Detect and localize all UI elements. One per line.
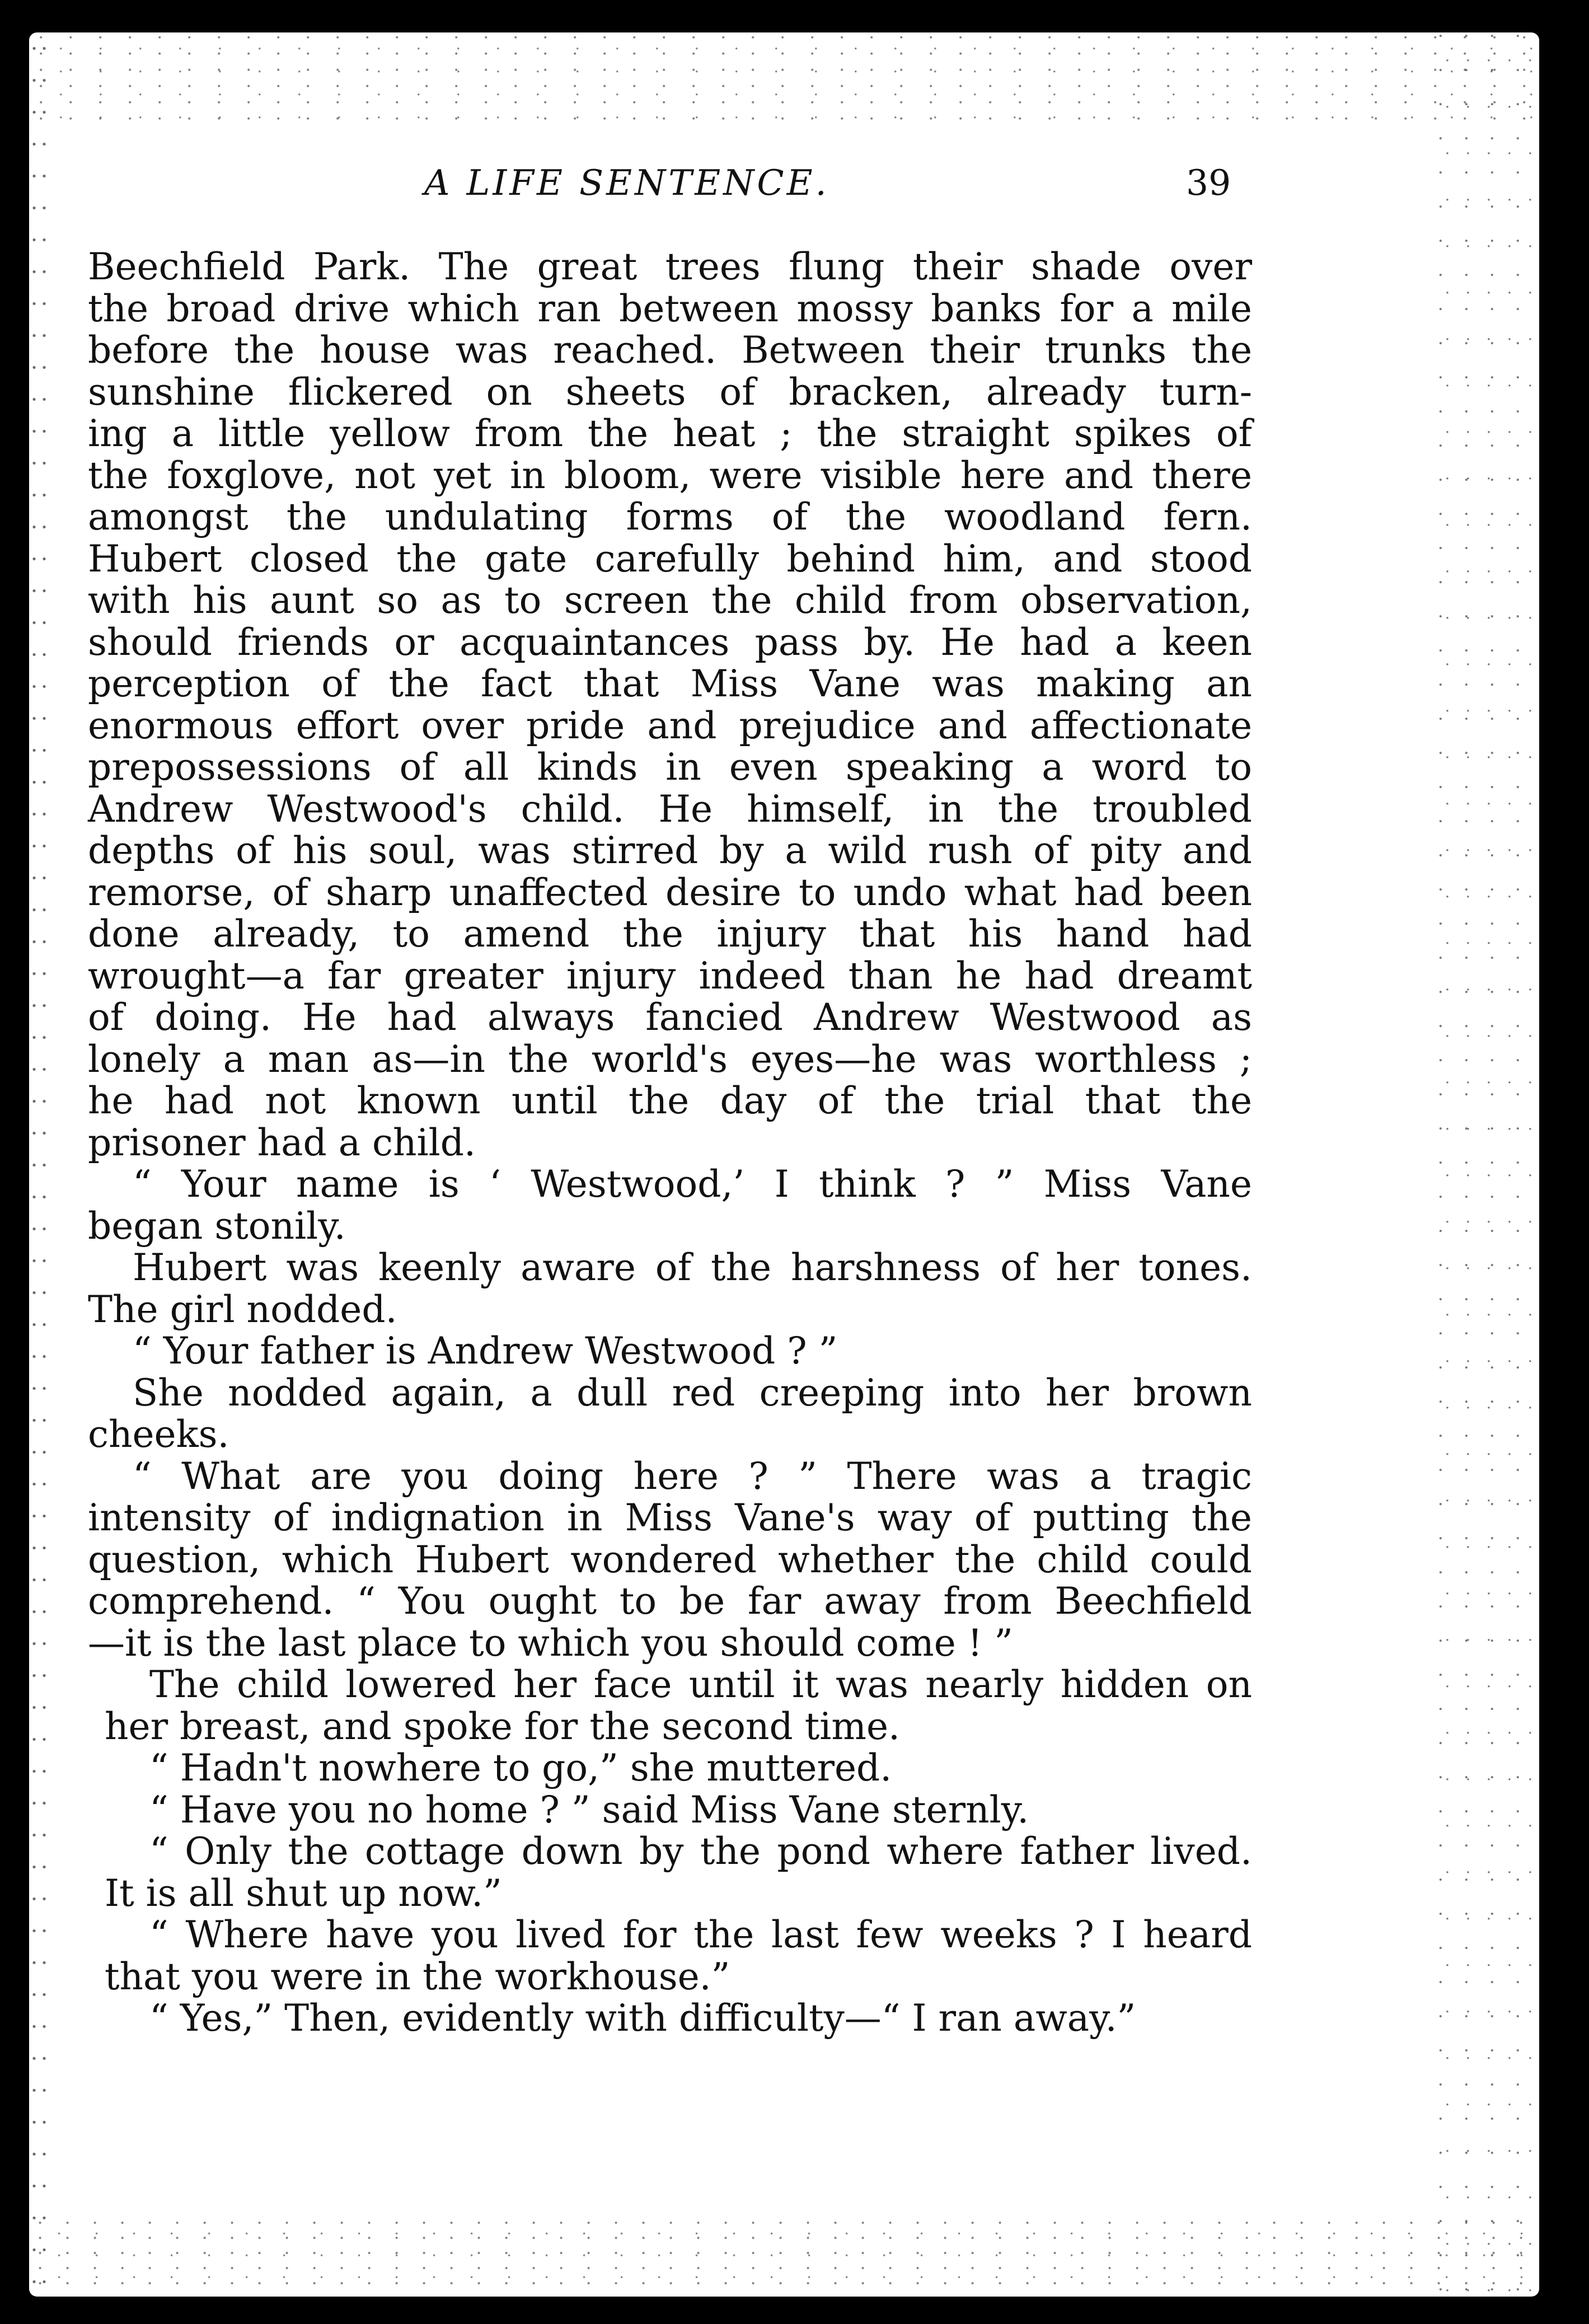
text-line: lonely a man as—in the world's eyes—he was worthless ; — [88, 1037, 1252, 1081]
text-line: her breast, and spoke for the second time. — [105, 1704, 900, 1748]
text-line: cheeks. — [88, 1413, 229, 1456]
scan-noise-left — [29, 32, 51, 2297]
text-line: Hubert was keenly aware of the harshness of her tones. — [133, 1246, 1252, 1289]
text-line: “ What are you doing here ? ” There was a tragic — [133, 1454, 1252, 1498]
text-line: before the house was reached. Between their trunks the — [88, 329, 1252, 372]
book-page — [29, 32, 1539, 2297]
page-number: 39 — [1186, 162, 1231, 203]
text-line: sunshine flickered on sheets of bracken, already turn- — [88, 370, 1252, 414]
scan-noise-top — [29, 32, 1539, 122]
scan-noise-bottom — [29, 2218, 1539, 2297]
text-line: Beechfield Park. The great trees flung their shade over — [88, 245, 1252, 288]
text-line: “ Your name is ‘ Westwood,’ I think ? ” Miss Vane — [133, 1163, 1252, 1206]
body-text — [88, 246, 1252, 2040]
text-line: The girl nodded. — [88, 1287, 397, 1331]
text-line: “ Yes,” Then, evidently with difficulty—“ I ran away.” — [149, 1997, 1136, 2040]
page-header — [29, 162, 1539, 218]
text-line: question, which Hubert wondered whether the child could — [88, 1538, 1252, 1581]
text-line: depths of his soul, was stirred by a wild rush of pity and — [88, 829, 1252, 872]
text-line: began stonily. — [88, 1204, 346, 1248]
text-line: perception of the fact that Miss Vane was making an — [88, 662, 1252, 705]
text-line: —it is the last place to which you should come ! ” — [88, 1621, 1013, 1665]
text-line: Hubert closed the gate carefully behind him, and stood — [88, 537, 1252, 580]
text-line: “ Have you no home ? ” said Miss Vane sternly. — [149, 1788, 1029, 1831]
text-line: wrought—a far greater injury indeed than he had dreamt — [88, 954, 1252, 997]
text-line: the foxglove, not yet in bloom, were visible here and there — [88, 453, 1252, 497]
text-line: Andrew Westwood's child. He himself, in the troubled — [88, 787, 1252, 831]
text-line: enormous effort over pride and prejudice and affectionate — [88, 704, 1252, 747]
text-line: “ Only the cottage down by the pond where father lived. — [149, 1830, 1252, 1873]
text-line: comprehend. “ You ought to be far away from Beechfield — [88, 1580, 1252, 1623]
text-line: The child lowered her face until it was nearly hidden on — [149, 1663, 1252, 1706]
text-line: of doing. He had always fancied Andrew Westwood as — [88, 996, 1252, 1039]
text-line: ing a little yellow from the heat ; the straight spikes of — [88, 412, 1252, 455]
text-line: “ Where have you lived for the last few weeks ? I heard — [149, 1913, 1252, 1956]
text-line: intensity of indignation in Miss Vane's way of putting the — [88, 1496, 1252, 1539]
text-line: She nodded again, a dull red creeping into her brown — [133, 1371, 1252, 1414]
text-line: remorse, of sharp unaffected desire to undo what had been — [88, 870, 1252, 914]
text-line: “ Your father is Andrew Westwood ? ” — [133, 1329, 838, 1372]
scan-noise-right — [1433, 32, 1539, 2297]
running-title: A LIFE SENTENCE. — [424, 162, 829, 203]
text-line: he had not known until the day of the trial that the — [88, 1079, 1252, 1122]
text-line: prepossessions of all kinds in even speaking a word to — [88, 746, 1252, 789]
text-line: done already, to amend the injury that his hand had — [88, 912, 1252, 955]
text-line: with his aunt so as to screen the child from observation, — [88, 579, 1252, 622]
text-line: the broad drive which ran between mossy banks for a mile — [88, 287, 1252, 330]
text-line: “ Hadn't nowhere to go,” she muttered. — [149, 1746, 892, 1789]
text-line: prisoner had a child. — [88, 1121, 476, 1164]
text-line: amongst the undulating forms of the woodland fern. — [88, 495, 1252, 538]
text-line: should friends or acquaintances pass by. He had a keen — [88, 620, 1252, 664]
text-line: that you were in the workhouse.” — [105, 1955, 730, 1998]
text-line: It is all shut up now.” — [105, 1871, 502, 1915]
